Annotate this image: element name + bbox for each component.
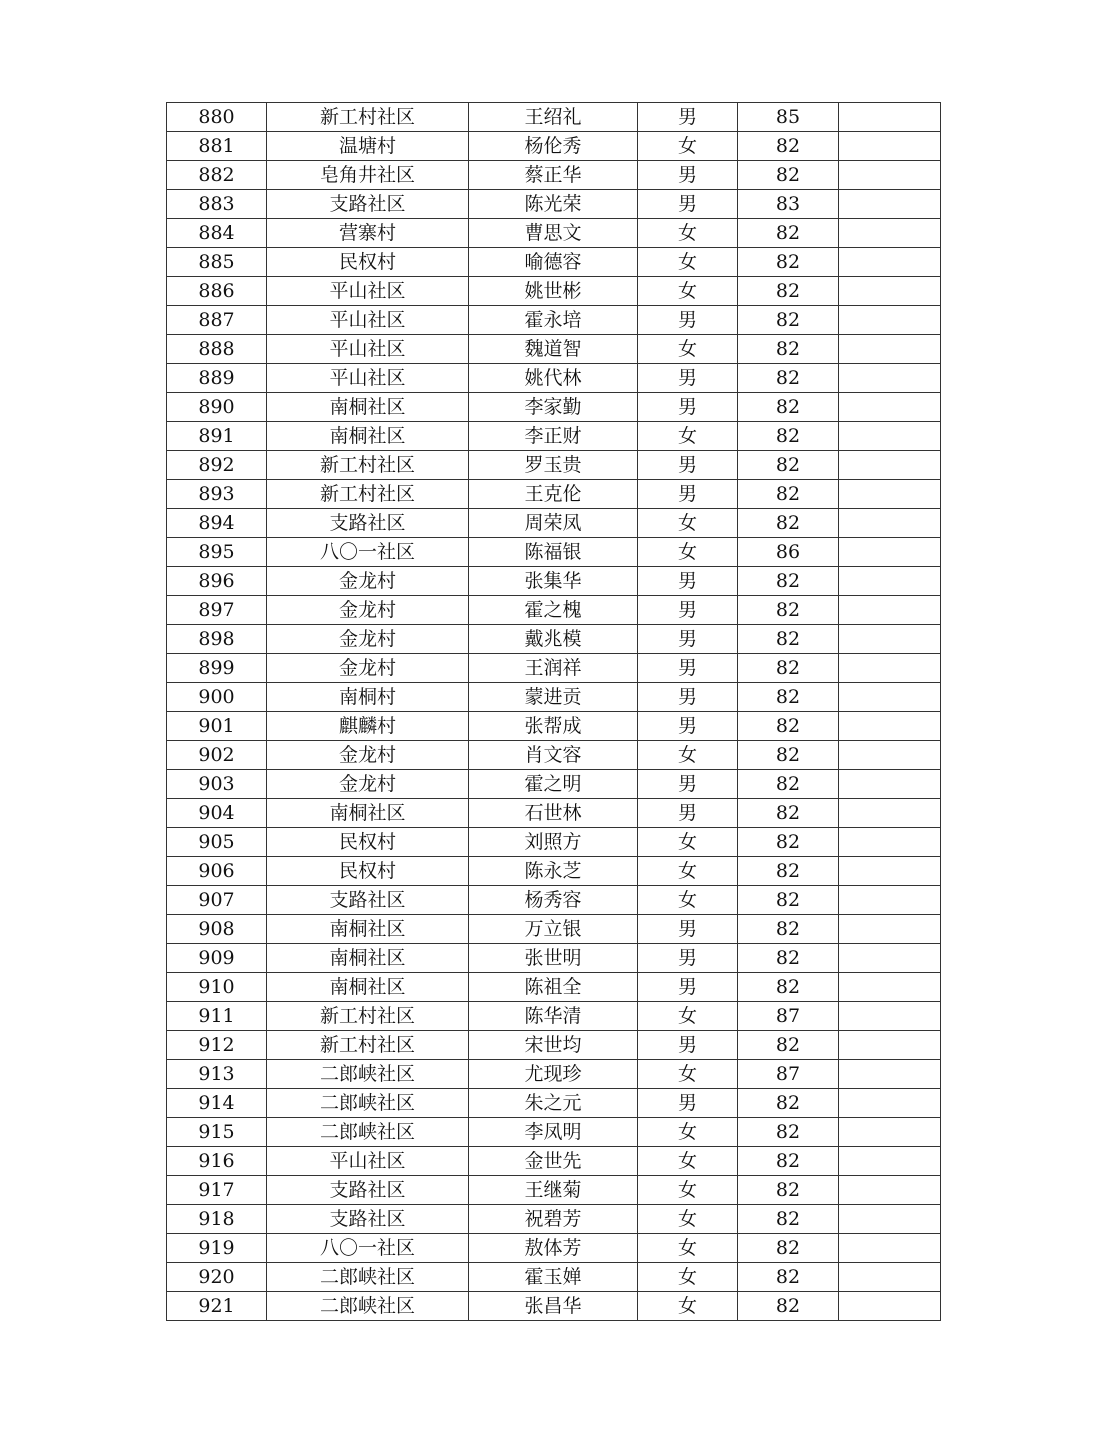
serial-number-cell: 906 (167, 857, 267, 886)
remarks-cell (839, 1002, 941, 1031)
serial-number-cell: 896 (167, 567, 267, 596)
remarks-cell (839, 1292, 941, 1321)
age-cell: 82 (738, 1031, 839, 1060)
age-cell: 82 (738, 944, 839, 973)
table-row (167, 451, 941, 480)
remarks-cell (839, 1263, 941, 1292)
remarks-cell (839, 1089, 941, 1118)
serial-number-cell: 888 (167, 335, 267, 364)
table-row (167, 712, 941, 741)
serial-number-cell: 916 (167, 1147, 267, 1176)
community-cell: 金龙村 (267, 654, 469, 683)
gender-cell: 男 (638, 596, 738, 625)
community-cell: 营寨村 (267, 219, 469, 248)
remarks-cell (839, 857, 941, 886)
remarks-cell (839, 1176, 941, 1205)
table-row (167, 190, 941, 219)
community-cell: 支路社区 (267, 190, 469, 219)
serial-number-cell: 918 (167, 1205, 267, 1234)
community-cell: 八〇一社区 (267, 1234, 469, 1263)
serial-number-cell: 907 (167, 886, 267, 915)
table-row (167, 799, 941, 828)
community-cell: 平山社区 (267, 364, 469, 393)
gender-cell: 男 (638, 654, 738, 683)
remarks-cell (839, 422, 941, 451)
serial-number-cell: 886 (167, 277, 267, 306)
table-row (167, 944, 941, 973)
table-row (167, 1002, 941, 1031)
remarks-cell (839, 364, 941, 393)
age-cell: 82 (738, 1118, 839, 1147)
gender-cell: 女 (638, 219, 738, 248)
remarks-cell (839, 654, 941, 683)
gender-cell: 男 (638, 973, 738, 1002)
gender-cell: 男 (638, 480, 738, 509)
gender-cell: 女 (638, 1234, 738, 1263)
age-cell: 87 (738, 1002, 839, 1031)
table-row (167, 422, 941, 451)
age-cell: 82 (738, 219, 839, 248)
serial-number-cell: 904 (167, 799, 267, 828)
age-cell: 82 (738, 915, 839, 944)
serial-number-cell: 899 (167, 654, 267, 683)
age-cell: 82 (738, 596, 839, 625)
serial-number-cell: 912 (167, 1031, 267, 1060)
person-name-cell: 王继菊 (469, 1176, 638, 1205)
age-cell: 82 (738, 422, 839, 451)
person-name-cell: 王绍礼 (469, 103, 638, 132)
remarks-cell (839, 1031, 941, 1060)
gender-cell: 女 (638, 1002, 738, 1031)
age-cell: 82 (738, 741, 839, 770)
remarks-cell (839, 103, 941, 132)
serial-number-cell: 887 (167, 306, 267, 335)
remarks-cell (839, 480, 941, 509)
age-cell: 82 (738, 161, 839, 190)
table-row (167, 886, 941, 915)
serial-number-cell: 901 (167, 712, 267, 741)
community-cell: 平山社区 (267, 335, 469, 364)
table-row (167, 277, 941, 306)
person-name-cell: 刘照方 (469, 828, 638, 857)
community-cell: 新工村社区 (267, 451, 469, 480)
serial-number-cell: 893 (167, 480, 267, 509)
person-name-cell: 罗玉贵 (469, 451, 638, 480)
table-row (167, 1176, 941, 1205)
table-row (167, 509, 941, 538)
gender-cell: 男 (638, 161, 738, 190)
serial-number-cell: 889 (167, 364, 267, 393)
table-row (167, 915, 941, 944)
serial-number-cell: 903 (167, 770, 267, 799)
person-name-cell: 张昌华 (469, 1292, 638, 1321)
community-cell: 南桐社区 (267, 393, 469, 422)
gender-cell: 女 (638, 1292, 738, 1321)
person-name-cell: 霍永培 (469, 306, 638, 335)
age-cell: 82 (738, 567, 839, 596)
table-row (167, 596, 941, 625)
remarks-cell (839, 1234, 941, 1263)
remarks-cell (839, 1118, 941, 1147)
age-cell: 85 (738, 103, 839, 132)
serial-number-cell: 917 (167, 1176, 267, 1205)
roster-table (166, 102, 941, 1321)
gender-cell: 女 (638, 1263, 738, 1292)
person-name-cell: 戴兆模 (469, 625, 638, 654)
table-row (167, 1292, 941, 1321)
remarks-cell (839, 132, 941, 161)
serial-number-cell: 900 (167, 683, 267, 712)
table-row (167, 625, 941, 654)
gender-cell: 男 (638, 770, 738, 799)
table-row (167, 161, 941, 190)
gender-cell: 男 (638, 799, 738, 828)
person-name-cell: 杨伦秀 (469, 132, 638, 161)
age-cell: 82 (738, 1147, 839, 1176)
table-row (167, 1031, 941, 1060)
community-cell: 支路社区 (267, 1176, 469, 1205)
serial-number-cell: 892 (167, 451, 267, 480)
gender-cell: 男 (638, 451, 738, 480)
gender-cell: 女 (638, 422, 738, 451)
person-name-cell: 魏道智 (469, 335, 638, 364)
serial-number-cell: 884 (167, 219, 267, 248)
table-row (167, 1060, 941, 1089)
serial-number-cell: 882 (167, 161, 267, 190)
community-cell: 二郎峡社区 (267, 1263, 469, 1292)
age-cell: 82 (738, 1292, 839, 1321)
person-name-cell: 万立银 (469, 915, 638, 944)
community-cell: 金龙村 (267, 567, 469, 596)
age-cell: 82 (738, 683, 839, 712)
table-row (167, 393, 941, 422)
remarks-cell (839, 770, 941, 799)
age-cell: 82 (738, 306, 839, 335)
remarks-cell (839, 248, 941, 277)
person-name-cell: 蔡正华 (469, 161, 638, 190)
remarks-cell (839, 306, 941, 335)
person-name-cell: 蒙进贡 (469, 683, 638, 712)
gender-cell: 女 (638, 1118, 738, 1147)
remarks-cell (839, 625, 941, 654)
remarks-cell (839, 1060, 941, 1089)
age-cell: 82 (738, 335, 839, 364)
person-name-cell: 李凤明 (469, 1118, 638, 1147)
age-cell: 87 (738, 1060, 839, 1089)
community-cell: 二郎峡社区 (267, 1292, 469, 1321)
gender-cell: 女 (638, 828, 738, 857)
community-cell: 新工村社区 (267, 480, 469, 509)
age-cell: 82 (738, 248, 839, 277)
table-row (167, 219, 941, 248)
gender-cell: 女 (638, 538, 738, 567)
community-cell: 金龙村 (267, 741, 469, 770)
age-cell: 82 (738, 654, 839, 683)
community-cell: 南桐村 (267, 683, 469, 712)
table-row (167, 857, 941, 886)
remarks-cell (839, 277, 941, 306)
serial-number-cell: 921 (167, 1292, 267, 1321)
table-row (167, 538, 941, 567)
serial-number-cell: 890 (167, 393, 267, 422)
age-cell: 82 (738, 393, 839, 422)
remarks-cell (839, 799, 941, 828)
remarks-cell (839, 1205, 941, 1234)
age-cell: 82 (738, 1263, 839, 1292)
community-cell: 南桐社区 (267, 973, 469, 1002)
person-name-cell: 李正财 (469, 422, 638, 451)
serial-number-cell: 883 (167, 190, 267, 219)
person-name-cell: 陈福银 (469, 538, 638, 567)
person-name-cell: 肖文容 (469, 741, 638, 770)
gender-cell: 男 (638, 1031, 738, 1060)
person-name-cell: 张集华 (469, 567, 638, 596)
remarks-cell (839, 944, 941, 973)
remarks-cell (839, 828, 941, 857)
serial-number-cell: 898 (167, 625, 267, 654)
remarks-cell (839, 509, 941, 538)
community-cell: 民权村 (267, 248, 469, 277)
gender-cell: 女 (638, 1147, 738, 1176)
person-name-cell: 石世林 (469, 799, 638, 828)
community-cell: 二郎峡社区 (267, 1089, 469, 1118)
person-name-cell: 金世先 (469, 1147, 638, 1176)
age-cell: 82 (738, 625, 839, 654)
community-cell: 支路社区 (267, 1205, 469, 1234)
gender-cell: 男 (638, 567, 738, 596)
person-name-cell: 陈华清 (469, 1002, 638, 1031)
community-cell: 平山社区 (267, 306, 469, 335)
age-cell: 82 (738, 857, 839, 886)
remarks-cell (839, 973, 941, 1002)
serial-number-cell: 911 (167, 1002, 267, 1031)
community-cell: 支路社区 (267, 509, 469, 538)
age-cell: 82 (738, 132, 839, 161)
person-name-cell: 杨秀容 (469, 886, 638, 915)
gender-cell: 女 (638, 741, 738, 770)
person-name-cell: 曹思文 (469, 219, 638, 248)
table-row (167, 306, 941, 335)
remarks-cell (839, 219, 941, 248)
community-cell: 温塘村 (267, 132, 469, 161)
person-name-cell: 姚代林 (469, 364, 638, 393)
gender-cell: 女 (638, 509, 738, 538)
table-row (167, 828, 941, 857)
roster-table-body (167, 103, 941, 1321)
serial-number-cell: 913 (167, 1060, 267, 1089)
person-name-cell: 张世明 (469, 944, 638, 973)
age-cell: 82 (738, 886, 839, 915)
table-row (167, 654, 941, 683)
gender-cell: 男 (638, 1089, 738, 1118)
gender-cell: 女 (638, 857, 738, 886)
gender-cell: 男 (638, 944, 738, 973)
age-cell: 83 (738, 190, 839, 219)
age-cell: 82 (738, 973, 839, 1002)
community-cell: 新工村社区 (267, 1002, 469, 1031)
person-name-cell: 陈光荣 (469, 190, 638, 219)
table-row (167, 1147, 941, 1176)
person-name-cell: 喻德容 (469, 248, 638, 277)
serial-number-cell: 908 (167, 915, 267, 944)
remarks-cell (839, 190, 941, 219)
person-name-cell: 尤现珍 (469, 1060, 638, 1089)
serial-number-cell: 905 (167, 828, 267, 857)
table-row (167, 1263, 941, 1292)
age-cell: 82 (738, 712, 839, 741)
remarks-cell (839, 915, 941, 944)
serial-number-cell: 902 (167, 741, 267, 770)
community-cell: 民权村 (267, 857, 469, 886)
community-cell: 金龙村 (267, 625, 469, 654)
community-cell: 南桐社区 (267, 799, 469, 828)
remarks-cell (839, 451, 941, 480)
community-cell: 南桐社区 (267, 944, 469, 973)
age-cell: 82 (738, 1205, 839, 1234)
community-cell: 平山社区 (267, 277, 469, 306)
remarks-cell (839, 393, 941, 422)
person-name-cell: 霍之槐 (469, 596, 638, 625)
person-name-cell: 朱之元 (469, 1089, 638, 1118)
serial-number-cell: 910 (167, 973, 267, 1002)
gender-cell: 女 (638, 1060, 738, 1089)
person-name-cell: 敖体芳 (469, 1234, 638, 1263)
community-cell: 金龙村 (267, 770, 469, 799)
table-row (167, 1234, 941, 1263)
remarks-cell (839, 567, 941, 596)
table-row (167, 973, 941, 1002)
table-row (167, 364, 941, 393)
table-row (167, 683, 941, 712)
gender-cell: 男 (638, 393, 738, 422)
table-row (167, 248, 941, 277)
person-name-cell: 王克伦 (469, 480, 638, 509)
remarks-cell (839, 1147, 941, 1176)
serial-number-cell: 915 (167, 1118, 267, 1147)
gender-cell: 女 (638, 1205, 738, 1234)
table-row (167, 132, 941, 161)
serial-number-cell: 881 (167, 132, 267, 161)
person-name-cell: 张帮成 (469, 712, 638, 741)
table-row (167, 770, 941, 799)
serial-number-cell: 891 (167, 422, 267, 451)
community-cell: 支路社区 (267, 886, 469, 915)
person-name-cell: 周荣凤 (469, 509, 638, 538)
gender-cell: 男 (638, 364, 738, 393)
remarks-cell (839, 538, 941, 567)
remarks-cell (839, 712, 941, 741)
community-cell: 民权村 (267, 828, 469, 857)
age-cell: 82 (738, 1234, 839, 1263)
gender-cell: 女 (638, 132, 738, 161)
community-cell: 平山社区 (267, 1147, 469, 1176)
community-cell: 八〇一社区 (267, 538, 469, 567)
community-cell: 南桐社区 (267, 915, 469, 944)
table-row (167, 1089, 941, 1118)
gender-cell: 男 (638, 190, 738, 219)
table-row (167, 1118, 941, 1147)
community-cell: 皂角井社区 (267, 161, 469, 190)
age-cell: 82 (738, 451, 839, 480)
age-cell: 82 (738, 1089, 839, 1118)
age-cell: 82 (738, 509, 839, 538)
person-name-cell: 霍之明 (469, 770, 638, 799)
community-cell: 二郎峡社区 (267, 1060, 469, 1089)
community-cell: 南桐社区 (267, 422, 469, 451)
remarks-cell (839, 741, 941, 770)
community-cell: 新工村社区 (267, 103, 469, 132)
serial-number-cell: 920 (167, 1263, 267, 1292)
age-cell: 86 (738, 538, 839, 567)
gender-cell: 男 (638, 683, 738, 712)
person-name-cell: 陈祖全 (469, 973, 638, 1002)
gender-cell: 女 (638, 277, 738, 306)
community-cell: 二郎峡社区 (267, 1118, 469, 1147)
table-row (167, 1205, 941, 1234)
person-name-cell: 霍玉婵 (469, 1263, 638, 1292)
serial-number-cell: 894 (167, 509, 267, 538)
age-cell: 82 (738, 364, 839, 393)
serial-number-cell: 897 (167, 596, 267, 625)
community-cell: 麒麟村 (267, 712, 469, 741)
person-name-cell: 祝碧芳 (469, 1205, 638, 1234)
table-row (167, 567, 941, 596)
person-name-cell: 姚世彬 (469, 277, 638, 306)
remarks-cell (839, 596, 941, 625)
table-row (167, 480, 941, 509)
community-cell: 金龙村 (267, 596, 469, 625)
person-name-cell: 李家勤 (469, 393, 638, 422)
gender-cell: 女 (638, 886, 738, 915)
serial-number-cell: 914 (167, 1089, 267, 1118)
serial-number-cell: 909 (167, 944, 267, 973)
serial-number-cell: 885 (167, 248, 267, 277)
community-cell: 新工村社区 (267, 1031, 469, 1060)
gender-cell: 女 (638, 248, 738, 277)
age-cell: 82 (738, 799, 839, 828)
serial-number-cell: 895 (167, 538, 267, 567)
age-cell: 82 (738, 828, 839, 857)
serial-number-cell: 919 (167, 1234, 267, 1263)
gender-cell: 男 (638, 103, 738, 132)
age-cell: 82 (738, 277, 839, 306)
gender-cell: 女 (638, 335, 738, 364)
gender-cell: 男 (638, 712, 738, 741)
person-name-cell: 陈永芝 (469, 857, 638, 886)
age-cell: 82 (738, 1176, 839, 1205)
gender-cell: 男 (638, 625, 738, 654)
serial-number-cell: 880 (167, 103, 267, 132)
person-name-cell: 王润祥 (469, 654, 638, 683)
remarks-cell (839, 886, 941, 915)
gender-cell: 男 (638, 915, 738, 944)
gender-cell: 女 (638, 1176, 738, 1205)
table-row (167, 103, 941, 132)
table-row (167, 741, 941, 770)
table-row (167, 335, 941, 364)
remarks-cell (839, 683, 941, 712)
gender-cell: 男 (638, 306, 738, 335)
remarks-cell (839, 335, 941, 364)
age-cell: 82 (738, 480, 839, 509)
age-cell: 82 (738, 770, 839, 799)
person-name-cell: 宋世均 (469, 1031, 638, 1060)
remarks-cell (839, 161, 941, 190)
